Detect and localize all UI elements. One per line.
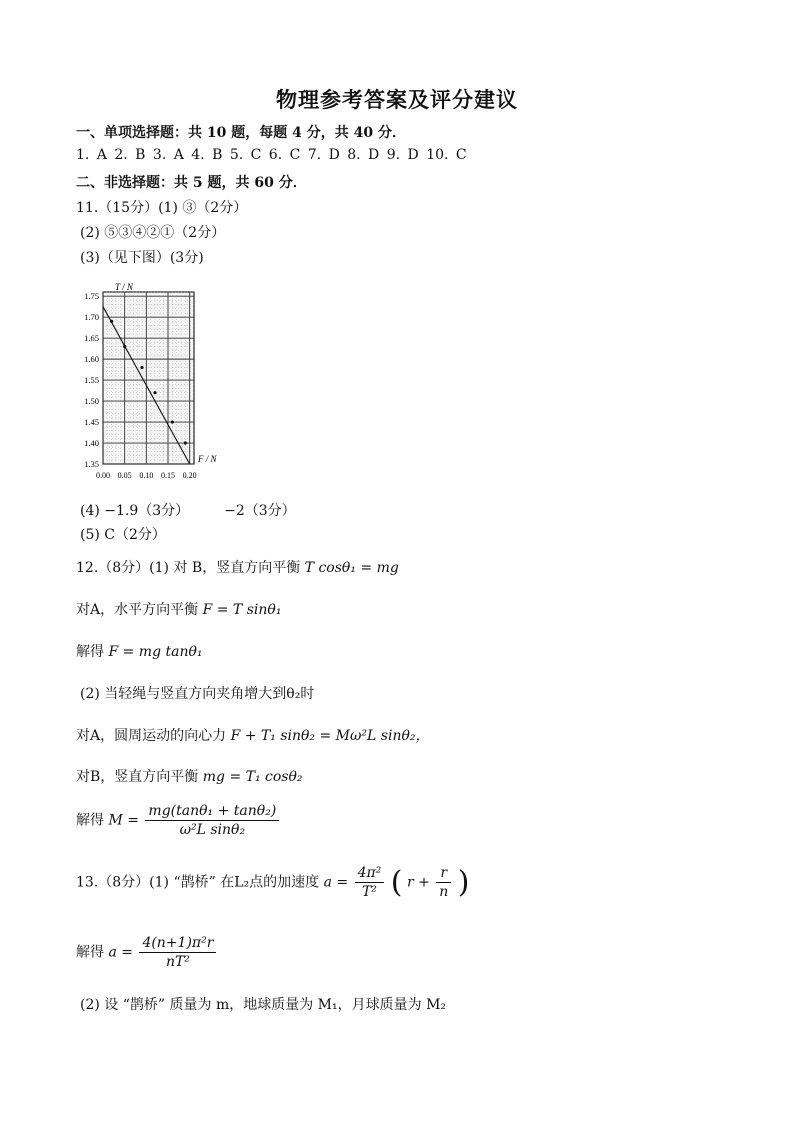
q13-l2-denominator: nT² — [165, 954, 190, 970]
q13-l2-numerator: 4(n+1)π²r — [139, 934, 216, 953]
data-point — [140, 366, 143, 369]
x-tick-label: 0.05 — [117, 471, 132, 480]
q11-line-4 — [80, 500, 296, 520]
q12-l3-eq: F = mg tanθ₁ — [108, 644, 203, 660]
q12-line-6 — [76, 766, 303, 786]
q11-line-2: (2) ⑤③④②①（2分） — [80, 225, 226, 241]
data-point — [153, 391, 156, 394]
section-1-heading: 一、单项选择题：共 10 题，每题 4 分，共 40 分． — [76, 125, 406, 141]
x-tick-label: 0.10 — [139, 471, 154, 480]
y-tick-label: 1.45 — [84, 417, 99, 428]
q13-line-3: (2) 设 “鹊桥” 质量为 m，地球质量为 M₁，月球质量为 M₂ — [80, 997, 447, 1013]
plot-frame — [103, 292, 194, 464]
y-tick-label: 1.50 — [84, 396, 99, 407]
y-axis-label: T / N — [115, 282, 133, 292]
q12-l5-eq: F + T₁ sinθ₂ = Mω²L sinθ₂， — [230, 728, 430, 744]
y-tick-label: 1.35 — [84, 459, 99, 469]
y-tick-label: 1.65 — [84, 333, 99, 344]
q12-l6-text: 对B，竖直方向平衡 — [76, 769, 199, 785]
page-title: 物理参考答案及评分建议 — [276, 87, 518, 112]
choice-answers: 1. A 2. B 3. A 4. B 5. C 6. C 7. D 8. D 9. D 10. C — [76, 147, 467, 163]
q12-line-7 — [76, 802, 281, 839]
y-tick-label: 1.75 — [84, 291, 99, 302]
data-point — [171, 420, 174, 423]
q12-l2-text: 对A，水平方向平衡 — [76, 602, 199, 618]
q13-l1-inner-fraction — [436, 864, 451, 901]
q13-l1-inner-denominator: n — [439, 884, 449, 900]
q11-line-3: (3)（见下图）(3分) — [80, 250, 204, 266]
y-tick-label: 1.70 — [84, 312, 99, 323]
q13-l1-text: 13.（8分）(1) “鹊桥” 在L₂点的加速度 — [76, 874, 320, 891]
y-tick-label: 1.55 — [84, 375, 99, 386]
q12-line-2 — [76, 599, 281, 619]
q12-line-1 — [76, 557, 399, 577]
q13-l2-text: 解得 — [76, 944, 104, 961]
q11-answer-4b: −2（3分） — [224, 503, 296, 519]
x-tick-label: 0.00 — [96, 471, 110, 480]
q11-answer-4a: (4) −1.9（3分） — [80, 503, 190, 519]
q13-l1-fraction — [355, 864, 385, 901]
q12-l7-text: 解得 — [76, 812, 104, 829]
q12-line-5 — [76, 725, 430, 745]
q12-l1-text: 12.（8分）(1) 对 B，竖直方向平衡 — [76, 560, 301, 576]
q13-l2-lhs: a = — [108, 944, 133, 961]
q13-l1-lhs: a = — [323, 874, 349, 891]
q13-line-2 — [76, 934, 218, 971]
q12-line-3 — [76, 641, 203, 661]
q12-l5-text: 对A，圆周运动的向心力 — [76, 728, 227, 744]
section-2-heading: 二、非选择题：共 5 题，共 60 分． — [76, 175, 307, 191]
data-point — [110, 320, 113, 323]
q13-l1-open-paren: ( — [390, 865, 403, 900]
q12-l7-fraction — [145, 802, 279, 839]
q11-line-1: 11.（15分）(1) ③（2分） — [76, 200, 248, 216]
q12-l6-eq: mg = T₁ cosθ₂ — [202, 769, 303, 785]
data-point — [184, 441, 187, 444]
q12-l7-denominator: ω²L sinθ₂ — [179, 822, 246, 838]
data-point — [123, 345, 126, 348]
q13-l1-numerator: 4π² — [355, 864, 385, 883]
q13-l2-fraction — [139, 934, 216, 971]
q13-line-1 — [76, 864, 469, 901]
q13-l1-close-paren: ) — [457, 865, 470, 900]
q13-l1-inner-numerator: r — [436, 864, 451, 883]
q12-l7-lhs: M = — [108, 812, 139, 829]
t-vs-f-graph — [70, 280, 240, 490]
q13-l1-denominator: T² — [361, 884, 377, 900]
q12-l7-numerator: mg(tanθ₁ + tanθ₂) — [145, 802, 279, 821]
x-tick-label: 0.20 — [182, 471, 197, 480]
q12-l3-text: 解得 — [76, 644, 104, 660]
x-axis-label: F / N — [198, 454, 217, 464]
q12-l1-eq: T cosθ₁ = mg — [304, 560, 399, 576]
q11-line-5: (5) C（2分） — [80, 527, 166, 543]
y-tick-label: 1.40 — [84, 438, 99, 449]
q12-l2-eq: F = T sinθ₁ — [202, 602, 282, 618]
q12-line-4: (2) 当轻绳与竖直方向夹角增大到θ₂时 — [80, 686, 315, 702]
x-tick-label: 0.15 — [161, 471, 175, 480]
q13-l1-paren-left: r + — [406, 874, 430, 891]
y-tick-label: 1.60 — [84, 354, 99, 365]
